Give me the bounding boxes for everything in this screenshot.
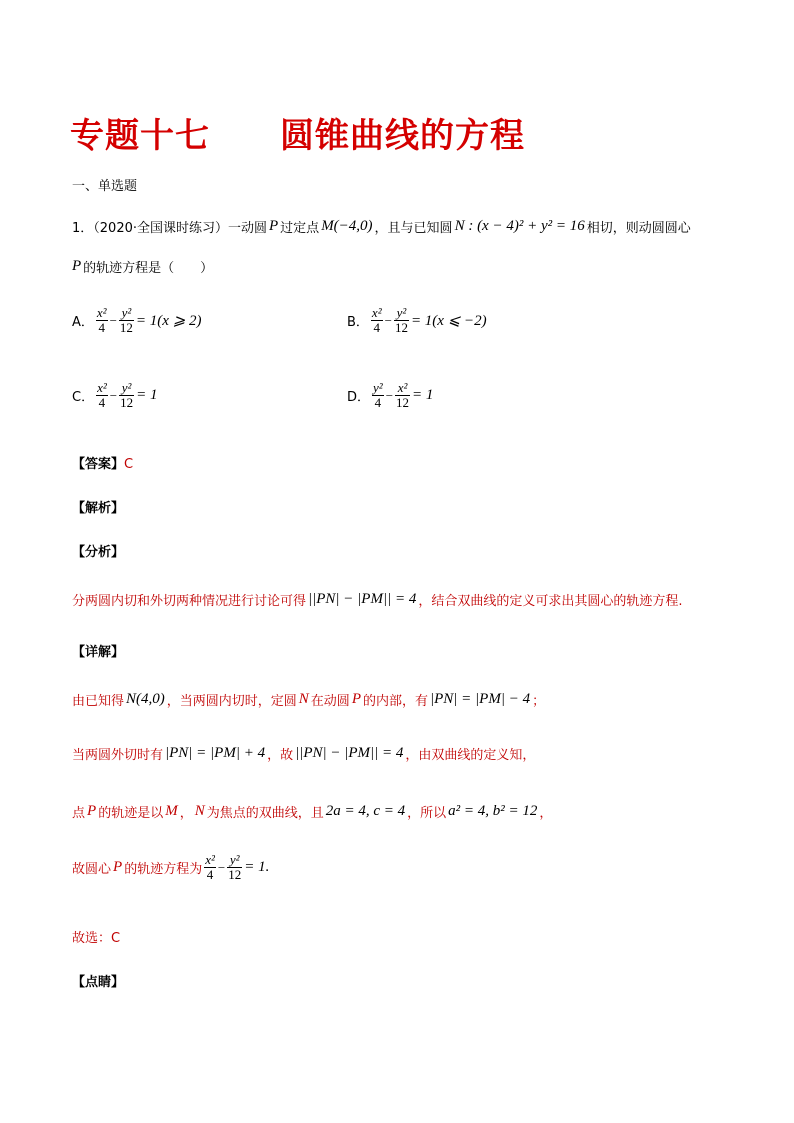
question-line-2 — [72, 257, 213, 276]
detail-line-3 — [72, 802, 552, 821]
option-d-label: D． — [347, 390, 371, 406]
detail-4-text-b: 的轨迹方程为 — [124, 862, 203, 878]
option-d-tail: = 1 — [412, 387, 434, 404]
fenxi-label: 【分析】 — [72, 545, 125, 560]
fenxi-text — [72, 590, 682, 609]
option-b-tail: = 1(x ⩽ −2) — [410, 313, 487, 330]
select-text: 故选： — [72, 931, 112, 946]
fenxi-text-2: ，结合双曲线的定义可求出其圆心的轨迹方程. — [418, 594, 683, 609]
question-text-trajectory: 的轨迹方程是（ ） — [83, 261, 214, 276]
detail-4-text-a: 故圆心 — [72, 862, 112, 878]
dianjing-label: 【点睛】 — [72, 975, 125, 990]
option-b: B． $\frac{\text{x²}}{4}$ − $\frac{\text{y²}}{12}$ = 1(x ⩽ −2) — [347, 305, 487, 336]
detail-1-point-n: N(4,0) — [126, 691, 165, 707]
detail-3-math-1: 2a = 4, c = 4 — [325, 803, 406, 819]
option-d-frac-2: $\frac{\text{x²}}{12}$ — [396, 380, 410, 411]
option-a-frac-2: $\frac{\text{y²}}{12}$ — [119, 305, 133, 336]
fenxi-text-1: 分两圆内切和外切两种情况进行讨论可得 — [72, 594, 307, 609]
detail-3-var-p: P — [87, 803, 97, 819]
option-a-label: A． — [72, 315, 94, 331]
option-d: D． $\frac{\text{y²}}{4}$ − $\frac{\text{x²}}{12}$ = 1 — [347, 380, 434, 411]
detail-1-math: |PN| = |PM| − 4 — [430, 691, 531, 707]
question-var-p: P — [269, 218, 279, 234]
option-c-frac-1: $\frac{\text{x²}}{4}$ — [97, 380, 107, 411]
option-b-frac-2: $\frac{\text{y²}}{12}$ — [394, 305, 408, 336]
option-c-tail: = 1 — [136, 387, 158, 404]
detail-3-math-2: a² = 4, b² = 12 — [448, 803, 538, 819]
detail-4-frac-2: $\frac{\text{y²}}{12}$ — [228, 852, 242, 883]
answer-value: C — [124, 457, 134, 472]
detail-line-2 — [72, 744, 535, 763]
detail-1-text-b: ，当两圆内切时，定圆 — [166, 694, 297, 709]
detail-line-4: 故圆心 P 的轨迹方程为 $\frac{\text{x²}}{4}$ − $\frac{\text{y²}}{12}$ = 1. — [72, 852, 270, 883]
detail-3-var-m: M — [165, 803, 178, 819]
question-var-p-2: P — [72, 258, 82, 274]
select-value: C — [111, 931, 121, 946]
option-a-frac-1: $\frac{\text{x²}}{4}$ — [96, 305, 107, 336]
detail-2-text-c: ，由双曲线的定义知， — [405, 748, 536, 763]
detail-2-text-a: 当两圆外切时有 — [72, 748, 164, 763]
detail-3-var-n: N — [194, 803, 205, 819]
detail-3-text-a: 点 — [72, 806, 86, 821]
option-c: C． $\frac{\text{x²}}{4}$ − $\frac{\text{y²}}{12}$ = 1 — [72, 380, 158, 411]
detail-3-text-c: ， — [179, 806, 193, 821]
question-prefix: 1．（2020·全国课时练习）一动圆 — [72, 221, 267, 236]
detail-4-var-p: P — [113, 859, 123, 876]
option-c-frac-2: $\frac{\text{y²}}{12}$ — [120, 380, 134, 411]
page-title: 专题十七 圆锥曲线的方程 — [70, 116, 525, 156]
detail-1-var-n: N — [298, 691, 309, 707]
question-text-fixed-point: 过定点 — [280, 221, 320, 236]
detail-line-1 — [72, 690, 545, 709]
detail-3-text-b: 的轨迹是以 — [98, 806, 164, 821]
detail-1-text-d: 的内部，有 — [362, 694, 428, 709]
answer-label: 【答案】 — [72, 457, 125, 472]
detail-1-text-e: ； — [532, 694, 546, 709]
detail-1-var-p: P — [351, 691, 361, 707]
detail-4-frac-1: $\frac{\text{x²}}{4}$ — [205, 852, 215, 883]
detail-3-text-e: ，所以 — [407, 806, 447, 821]
option-d-frac-1: $\frac{\text{y²}}{4}$ — [373, 380, 383, 411]
analysis-label: 【解析】 — [72, 501, 125, 516]
detail-2-math-1: |PN| = |PM| + 4 — [165, 745, 266, 761]
question-text-circle: ，且与已知圆 — [374, 221, 453, 236]
detail-2-text-b: ，故 — [267, 748, 294, 763]
detail-4-tail: = 1. — [244, 859, 270, 876]
select-line — [72, 927, 120, 946]
fenxi-math: ||PN| − |PM|| = 4 — [308, 591, 417, 607]
question-line-1 — [72, 217, 691, 236]
option-a: A． $\frac{\text{x²}}{4}$ − $\frac{\text{y²}}{12}$ = 1(x ⩾ 2) — [72, 305, 202, 336]
detail-1-text-a: 由已知得 — [72, 694, 125, 709]
option-a-tail: = 1(x ⩾ 2) — [135, 313, 202, 330]
detail-1-text-c: 在动圆 — [310, 694, 350, 709]
point-m: M(−4,0) — [321, 218, 373, 234]
option-b-frac-1: $\frac{\text{x²}}{4}$ — [371, 305, 382, 336]
circle-n-equation: N : (x − 4)² + y² = 16 — [454, 218, 585, 234]
detail-3-text-f: ， — [539, 806, 553, 821]
detail-3-text-d: 为焦点的双曲线，且 — [206, 806, 324, 821]
option-b-label: B． — [347, 315, 369, 331]
section-heading: 一、单选题 — [72, 179, 138, 194]
detail-2-math-2: ||PN| − |PM|| = 4 — [295, 745, 404, 761]
option-c-label: C． — [72, 390, 95, 406]
detail-label: 【详解】 — [72, 645, 125, 660]
question-text-tangent: 相切，则动圆圆心 — [586, 221, 691, 236]
answer-line — [72, 453, 133, 472]
